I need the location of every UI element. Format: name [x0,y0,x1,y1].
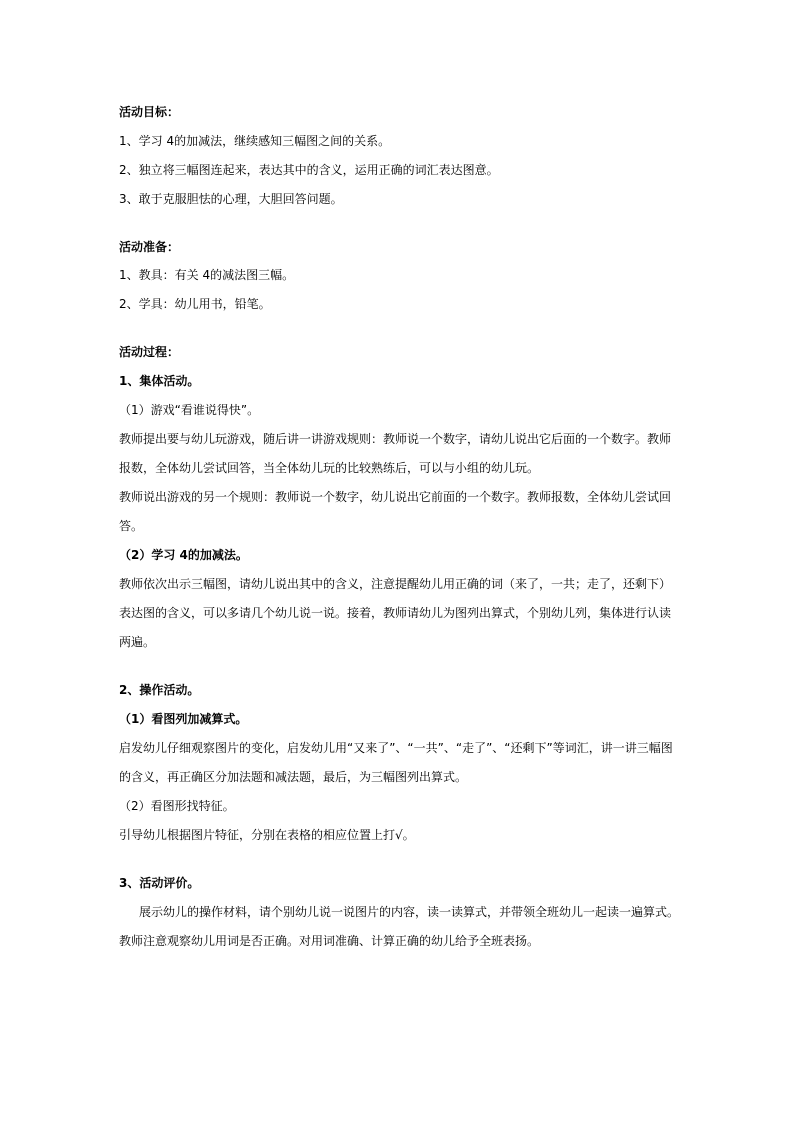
section1-sub1-paragraph1-line2: 报数，全体幼儿尝试回答，当全体幼儿玩的比较熟练后，可以与小组的幼儿玩。 [119,461,540,475]
process-heading: 活动过程： [119,345,180,359]
objective-item-1: 1、学习 4的加减法，继续感知三幅图之间的关系。 [119,134,391,148]
section2-sub1-paragraph-line2: 的含义，再正确区分加法题和减法题，最后，为三幅图列出算式。 [119,770,468,784]
objective-item-2: 2、独立将三幅图连起来，表达其中的含义，运用正确的词汇表达图意。 [119,163,499,177]
section2-title: 2、操作活动。 [119,683,200,697]
section3-paragraph-line2: 教师注意观察幼儿用词是否正确。对用词准确、计算正确的幼儿给予全班表扬。 [119,934,540,948]
objective-item-3: 3、敢于克服胆怯的心理，大胆回答问题。 [119,192,343,206]
section2-sub1-paragraph-line1: 启发幼儿仔细观察图片的变化，启发幼儿用“又来了”、“一共”、“走了”、“还剩下”等词汇，讲一讲三幅图 [119,741,673,755]
section3-title: 3、活动评价。 [119,876,200,890]
section1-sub1-paragraph2-line2: 答。 [119,519,144,533]
preparation-item-2: 2、学具：幼儿用书，铅笔。 [119,297,271,311]
section1-sub1-title: （1）游戏“看谁说得快”。 [119,403,260,417]
preparation-item-1: 1、教具：有关 4的减法图三幅。 [119,268,295,282]
section1-sub2-title: （2）学习 4的加减法。 [119,548,248,562]
section1-sub2-paragraph-line2: 表达图的含义，可以多请几个幼儿说一说。接着，教师请幼儿为图列出算式，个别幼儿列，集体进行认读 [119,606,672,620]
section2-sub2-paragraph: 引导幼儿根据图片特征，分别在表格的相应位置上打√。 [119,828,415,842]
section1-title: 1、集体活动。 [119,374,200,388]
section1-sub1-paragraph1-line1: 教师提出要与幼儿玩游戏，随后讲一讲游戏规则：教师说一个数字，请幼儿说出它后面的一个数字。教师 [119,432,672,446]
section2-sub1-title: （1）看图列加减算式。 [119,712,248,726]
section1-sub2-paragraph-line1: 教师依次出示三幅图，请幼儿说出其中的含义，注意提醒幼儿用正确的词（来了，一共；走了，还剩下） [119,577,672,591]
objectives-heading: 活动目标： [119,105,180,119]
preparation-heading: 活动准备： [119,240,180,254]
section1-sub1-paragraph2-line1: 教师说出游戏的另一个规则：教师说一个数字，幼儿说出它前面的一个数字。教师报数，全体幼儿尝试回 [119,490,672,504]
section3-paragraph-line1: 展示幼儿的操作材料，请个别幼儿说一说图片的内容，读一读算式，并带领全班幼儿一起读一遍算式。 [139,905,680,919]
section1-sub2-paragraph-line3: 两遍。 [119,635,156,649]
section2-sub2-title: （2）看图形找特征。 [119,799,235,813]
